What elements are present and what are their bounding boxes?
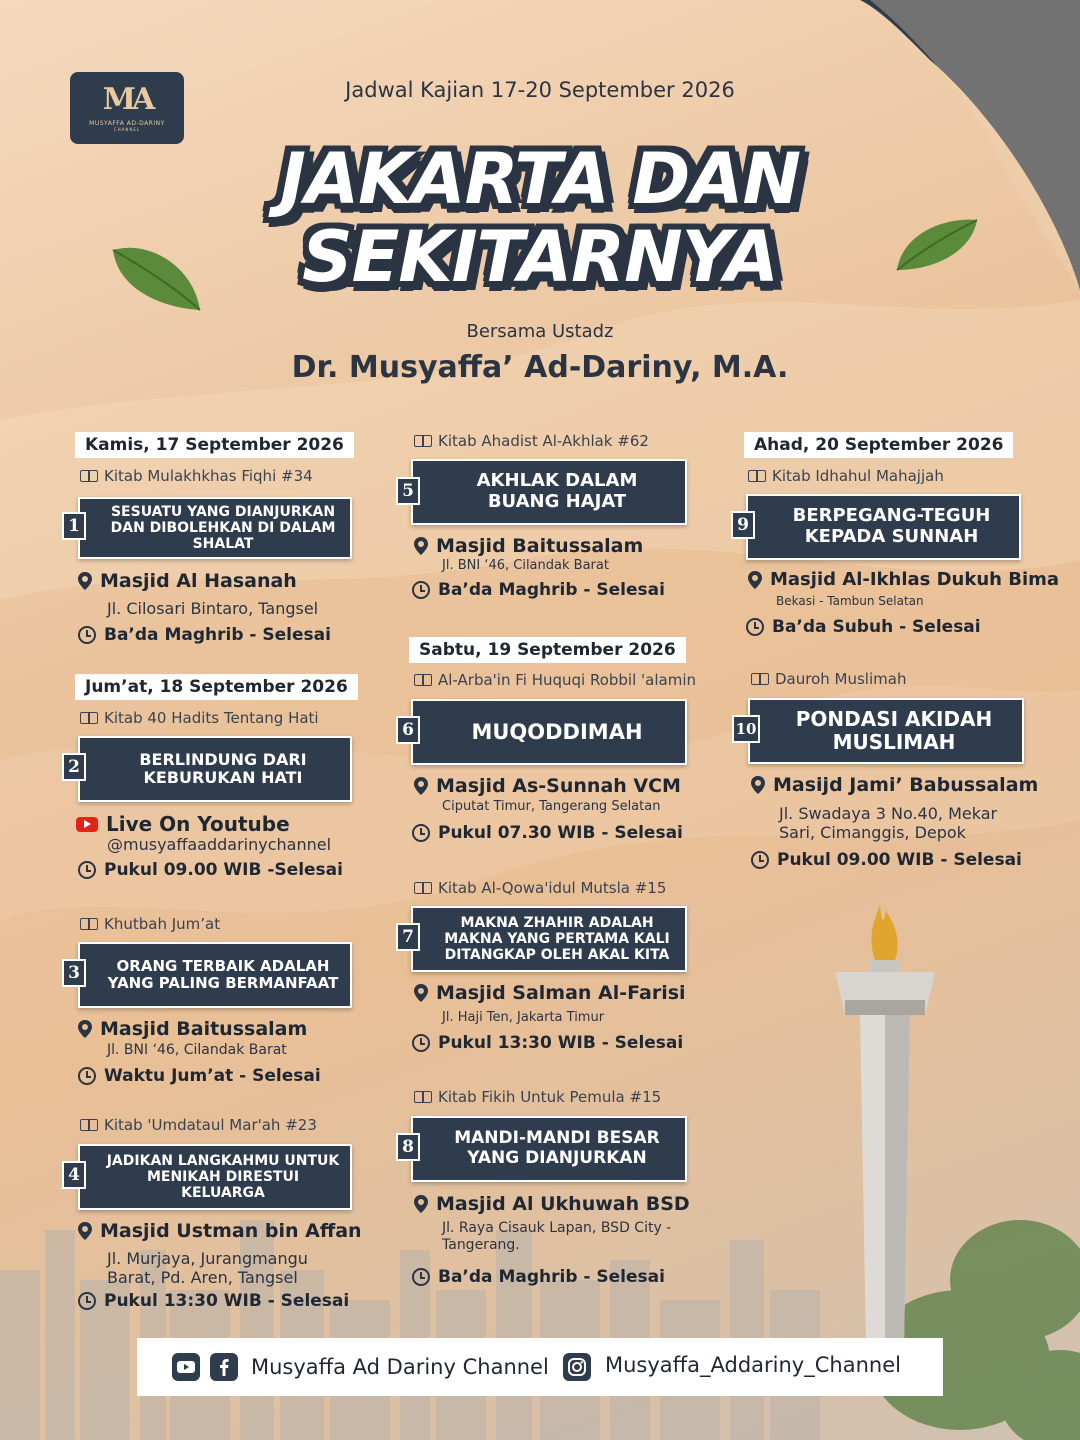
leaf-icon: [892, 215, 982, 275]
day-label-kamis: Kamis, 17 September 2026: [75, 432, 354, 458]
session-9-time: [746, 617, 981, 637]
logo-sub: CHANNEL: [113, 127, 141, 132]
session-3-book: [80, 915, 220, 933]
book-label: Kitab Al-Qowa'idul Mutsla #15: [438, 879, 667, 897]
schedule-title: Jadwal Kajian 17-20 September 2026: [345, 78, 735, 102]
session-4-number: 4: [62, 1161, 86, 1189]
time-label: Pukul 07.30 WIB - Selesai: [438, 823, 683, 843]
venue-label: Masjid Ustman bin Affan: [100, 1220, 362, 1242]
footer-bar: [137, 1338, 943, 1396]
session-6-address: Ciputat Timur, Tangerang Selatan: [442, 799, 661, 814]
book-label: Kitab 'Umdataul Mar'ah #23: [104, 1116, 317, 1134]
book-icon: [80, 712, 98, 724]
time-label: Waktu Jum’at - Selesai: [104, 1066, 321, 1086]
book-icon: [414, 1091, 432, 1103]
book-icon: [80, 470, 98, 482]
session-2-address[interactable]: @musyaffaaddarinychannel: [107, 835, 332, 854]
session-6-venue: [414, 775, 681, 797]
session-10-time: [751, 850, 1022, 870]
session-7-book: [414, 879, 666, 897]
session-3-time: [78, 1066, 321, 1086]
channel-logo: [70, 72, 184, 144]
session-9-number: 9: [731, 511, 755, 539]
instagram-icon[interactable]: [563, 1353, 591, 1381]
session-1-venue: [78, 570, 297, 592]
session-6-book: [414, 671, 696, 689]
book-label: Kitab Fikih Untuk Pemula #15: [438, 1088, 662, 1106]
clock-icon: [78, 1067, 96, 1085]
session-6-number: 6: [396, 716, 420, 744]
session-7-time: [412, 1033, 683, 1053]
clock-icon: [751, 851, 769, 869]
pin-icon: [414, 984, 428, 1002]
session-2-number: 2: [62, 753, 86, 781]
session-1-book: [80, 467, 313, 485]
session-5-number: 5: [396, 477, 420, 505]
session-1-address: Jl. Cilosari Bintaro, Tangsel: [107, 599, 319, 618]
book-label: Kitab Mulakhkhas Fiqhi #34: [104, 467, 313, 485]
session-4-topic: JADIKAN LANGKAHMU UNTUK MENIKAH DIRESTUI KELUARGA: [78, 1144, 352, 1210]
book-icon: [80, 918, 98, 930]
clock-icon: [412, 1034, 430, 1052]
session-7-address: Jl. Haji Ten, Jakarta Timur: [442, 1010, 605, 1025]
logo-mark: MA: [102, 82, 152, 117]
session-3-topic: ORANG TERBAIK ADALAH YANG PALING BERMANFAAT: [78, 942, 352, 1008]
session-8-address: Jl. Raya Cisauk Lapan, BSD City - Tangerang.: [442, 1220, 672, 1253]
book-label: Kitab 40 Hadits Tentang Hati: [104, 709, 319, 727]
session-8-time: [412, 1267, 665, 1287]
venue-label: Masjid Al-Ikhlas Dukuh Bima: [770, 569, 1060, 590]
session-4-book: [80, 1116, 317, 1134]
time-label: Ba’da Maghrib - Selesai: [438, 1267, 665, 1287]
clock-icon: [412, 581, 430, 599]
session-5-address: Jl. BNI ‘46, Cilandak Barat: [442, 558, 609, 573]
book-label: Khutbah Jum’at: [104, 915, 221, 933]
time-label: Ba’da Maghrib - Selesai: [438, 580, 665, 600]
facebook-icon[interactable]: [210, 1353, 238, 1381]
pin-icon: [414, 777, 428, 795]
with-label: Bersama Ustadz: [466, 321, 614, 342]
book-icon: [414, 882, 432, 894]
channel-name[interactable]: Musyaffa Ad Dariny Channel: [251, 1355, 549, 1379]
session-7-topic: MAKNA ZHAHIR ADALAH MAKNA YANG PERTAMA KALI DITANGKAP OLEH AKAL KITA: [411, 906, 687, 972]
session-2-time: [78, 860, 343, 880]
session-10-topic: PONDASI AKIDAH MUSLIMAH: [748, 698, 1024, 764]
session-10-book: [751, 670, 906, 688]
clock-icon: [78, 626, 96, 644]
page-title: [180, 140, 900, 296]
clock-icon: [746, 618, 764, 636]
clock-icon: [412, 1268, 430, 1286]
session-6-time: [412, 823, 683, 843]
title-line-1: JAKARTA DAN: [279, 138, 801, 220]
book-label: Al-Arba'in Fi Huquqi Robbil 'alamin: [438, 671, 696, 689]
session-3-number: 3: [62, 959, 86, 987]
clock-icon: [78, 1292, 96, 1310]
session-7-number: 7: [396, 923, 420, 951]
session-5-time: [412, 580, 665, 600]
venue-label: Masjid Baitussalam: [436, 535, 644, 557]
book-label: Dauroh Muslimah: [775, 670, 907, 688]
session-3-address: Jl. BNI ‘46, Cilandak Barat: [107, 1042, 287, 1058]
session-7-venue: [414, 982, 686, 1004]
clock-icon: [78, 861, 96, 879]
session-4-venue: [78, 1220, 362, 1242]
session-5-venue: [414, 535, 643, 557]
time-label: Pukul 09.00 WIB - Selesai: [777, 850, 1022, 870]
day-label-jumat: Jum’at, 18 September 2026: [75, 674, 358, 700]
day-label-sabtu: Sabtu, 19 September 2026: [409, 637, 686, 663]
session-8-topic: MANDI-MANDI BESAR YANG DIANJURKAN: [411, 1116, 687, 1182]
session-1-number: 1: [62, 512, 86, 540]
clock-icon: [412, 824, 430, 842]
venue-label: Masjid Al Hasanah: [100, 570, 297, 592]
session-10-venue: [751, 774, 1038, 796]
pin-icon: [414, 537, 428, 555]
venue-label: Masjid Salman Al-Farisi: [436, 982, 686, 1004]
session-5-topic: AKHLAK DALAM BUANG HAJAT: [411, 459, 687, 525]
monument-icon: [820, 905, 950, 1345]
book-icon: [414, 674, 432, 686]
session-2-book: [80, 709, 319, 727]
session-4-address: Jl. Murjaya, Jurangmangu Barat, Pd. Aren, Tangsel: [107, 1249, 308, 1288]
book-icon: [414, 435, 432, 447]
instagram-handle[interactable]: Musyaffa_Addariny_Channel: [605, 1353, 901, 1377]
session-8-venue: [414, 1193, 690, 1215]
pin-icon: [748, 571, 762, 589]
session-6-topic: MUQODDIMAH: [411, 699, 687, 765]
session-9-address: Bekasi - Tambun Selatan: [776, 594, 924, 608]
venue-label: Masjid Baitussalam: [100, 1018, 308, 1040]
day-label-ahad: Ahad, 20 September 2026: [744, 432, 1013, 458]
session-2-topic: BERLINDUNG DARI KEBURUKAN HATI: [78, 736, 352, 802]
session-8-number: 8: [396, 1133, 420, 1161]
session-1-time: [78, 625, 331, 645]
book-icon: [748, 470, 766, 482]
time-label: Ba’da Subuh - Selesai: [772, 617, 981, 637]
venue-label: Masjid Al Ukhuwah BSD: [436, 1193, 690, 1215]
youtube-icon[interactable]: [172, 1353, 200, 1381]
pin-icon: [78, 1222, 92, 1240]
logo-name: MUSYAFFA AD-DARINY: [89, 120, 165, 127]
venue-label: Masijd Jami’ Babussalam: [773, 774, 1039, 796]
session-2-venue[interactable]: [76, 812, 290, 836]
session-9-book: [748, 467, 944, 485]
session-3-venue: [78, 1018, 307, 1040]
time-label: Pukul 09.00 WIB -Selesai: [104, 860, 343, 880]
session-10-address: Jl. Swadaya 3 No.40, Mekar Sari, Cimanggis, Depok: [779, 804, 998, 843]
venue-label: Live On Youtube: [106, 812, 290, 836]
time-label: Pukul 13:30 WIB - Selesai: [104, 1291, 350, 1311]
session-10-number: 10: [732, 715, 760, 743]
youtube-icon: [76, 817, 98, 832]
book-icon: [751, 673, 769, 685]
session-9-topic: BERPEGANG-TEGUH KEPADA SUNNAH: [746, 494, 1021, 560]
title-line-2: SEKITARNYA: [302, 216, 778, 298]
pin-icon: [78, 572, 92, 590]
pin-icon: [414, 1195, 428, 1213]
pin-icon: [78, 1020, 92, 1038]
book-icon: [80, 1119, 98, 1131]
session-4-time: [78, 1291, 349, 1311]
pin-icon: [751, 776, 765, 794]
session-1-topic: SESUATU YANG DIANJURKAN DAN DIBOLEHKAN DI DALAM SHALAT: [78, 497, 352, 559]
venue-label: Masjid As-Sunnah VCM: [436, 775, 681, 797]
book-label: Kitab Ahadist Al-Akhlak #62: [438, 432, 649, 450]
book-label: Kitab Idhahul Mahajjah: [772, 467, 944, 485]
session-8-book: [414, 1088, 661, 1106]
session-9-venue: [748, 569, 1059, 590]
session-5-book: [414, 432, 649, 450]
speaker-name: Dr. Musyaffa’ Ad-Dariny, M.A.: [291, 350, 789, 385]
time-label: Pukul 13:30 WIB - Selesai: [438, 1033, 684, 1053]
time-label: Ba’da Maghrib - Selesai: [104, 625, 331, 645]
